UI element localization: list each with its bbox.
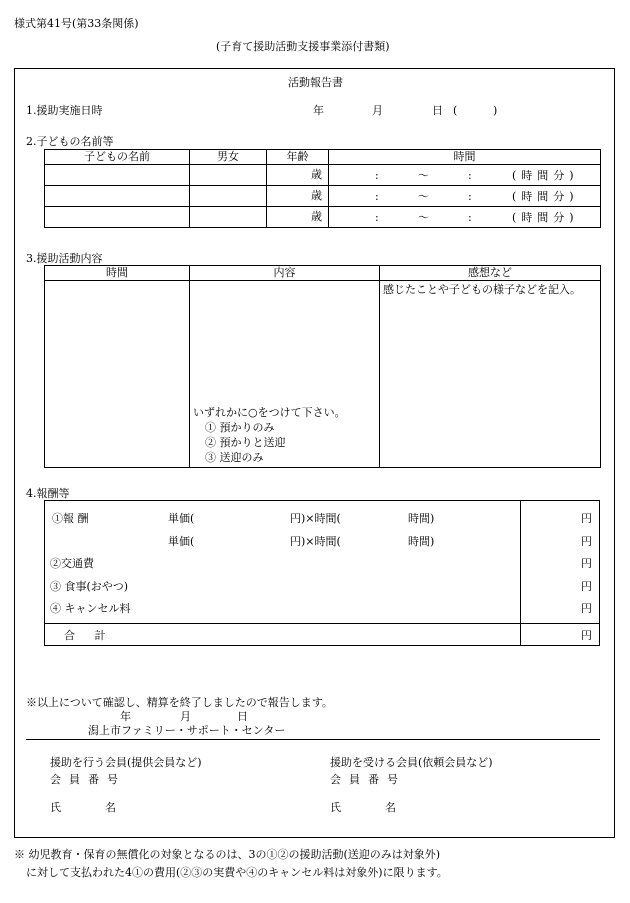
transport-label: ②交通費 xyxy=(50,557,94,570)
center-name: 潟上市ファミリー・サポート・センター xyxy=(88,724,286,737)
page-title: 活動報告書 xyxy=(288,76,343,89)
colon-end: : xyxy=(468,169,472,182)
confirm-day: 日 xyxy=(237,710,248,723)
impressions-cell[interactable] xyxy=(380,281,601,468)
provider-label: 援助を行う会員(提供会員など) xyxy=(50,756,202,769)
footnote-line2: に対して支払われた4①の費用(②③の実費や④のキャンセル料は対象外)に限ります。 xyxy=(26,866,448,879)
choice-prompt: いずれかに○をつけて下さい。 xyxy=(193,406,346,419)
duration-text: (時間分) xyxy=(512,211,579,224)
time-cell[interactable] xyxy=(329,186,601,207)
activity-table xyxy=(44,265,601,468)
confirmation-statement: ※以上について確認し、精算を終了しましたので報告します。 xyxy=(26,696,333,709)
header-child-name: 子どもの名前 xyxy=(45,150,190,165)
section3-label: 3.援助活動内容 xyxy=(26,252,103,265)
receiver-label: 援助を受ける会員(依頼会員など) xyxy=(330,756,493,769)
duration-text: (時間分) xyxy=(512,190,579,203)
gender-cell[interactable] xyxy=(190,186,267,207)
gender-cell[interactable] xyxy=(190,165,267,186)
section2-label: 2.子どもの名前等 xyxy=(26,135,114,148)
unit-price-2: 単価( xyxy=(168,535,195,548)
month-label: 月 xyxy=(372,104,383,117)
fee-total-divider xyxy=(44,623,600,624)
hours-close-1: 時間) xyxy=(408,512,435,525)
children-table xyxy=(44,149,601,228)
weekday-paren-open: ( xyxy=(453,104,458,117)
table-row xyxy=(45,165,601,186)
tilde: 〜 xyxy=(418,190,429,203)
total-label: 合 計 xyxy=(64,629,114,642)
choice-option-3[interactable]: ③ 送迎のみ xyxy=(205,451,264,464)
header-activity-content: 内容 xyxy=(190,266,380,281)
time-cell[interactable] xyxy=(329,165,601,186)
receiver-member-no: 会員番号 xyxy=(330,773,406,786)
header-age: 年齢 xyxy=(267,150,329,165)
colon-start: : xyxy=(375,190,379,203)
table-row xyxy=(45,207,601,228)
duration-text: (時間分) xyxy=(512,169,579,182)
colon-start: : xyxy=(375,169,379,182)
age-cell[interactable] xyxy=(267,186,329,207)
yen-meal: 円 xyxy=(581,580,592,593)
activity-content-cell[interactable] xyxy=(190,281,380,468)
confirm-year: 年 xyxy=(120,710,131,723)
form-subtitle: (子育て援助活動支援事業添付書類) xyxy=(216,40,390,53)
hours-close-2: 時間) xyxy=(408,535,435,548)
age-cell[interactable] xyxy=(267,207,329,228)
colon-end: : xyxy=(468,211,472,224)
unit-price-1: 単価( xyxy=(168,512,195,525)
gender-cell[interactable] xyxy=(190,207,267,228)
yen-cancel: 円 xyxy=(581,602,592,615)
yen-times-hours-2: 円)×時間( xyxy=(290,535,341,548)
colon-end: : xyxy=(468,190,472,203)
confirm-month: 月 xyxy=(180,710,191,723)
form-id: 様式第41号(第33条関係) xyxy=(14,17,139,30)
age-unit: 歳 xyxy=(311,168,322,182)
weekday-paren-close: ) xyxy=(493,104,498,117)
tilde: 〜 xyxy=(418,169,429,182)
year-label: 年 xyxy=(313,104,324,117)
yen-reward-2: 円 xyxy=(581,535,592,548)
reward-label: ①報 酬 xyxy=(52,512,89,525)
child-name-cell[interactable] xyxy=(45,207,190,228)
section1-label: 1.援助実施日時 xyxy=(26,104,103,117)
section4-label: 4.報酬等 xyxy=(26,487,70,500)
provider-name: 氏名 xyxy=(50,801,160,814)
cancel-label: ④ キャンセル料 xyxy=(50,602,131,615)
impressions-hint: 感じたことや子どもの様子などを記入。 xyxy=(383,283,581,296)
child-name-cell[interactable] xyxy=(45,165,190,186)
colon-start: : xyxy=(375,211,379,224)
meal-label: ③ 食事(おやつ) xyxy=(50,580,129,593)
header-impressions: 感想など xyxy=(380,266,601,281)
choice-option-2[interactable]: ② 預かりと送迎 xyxy=(205,436,286,449)
age-cell[interactable] xyxy=(267,165,329,186)
table-row xyxy=(45,186,601,207)
age-unit: 歳 xyxy=(311,189,322,203)
yen-reward-1: 円 xyxy=(581,512,592,525)
header-time: 時間 xyxy=(329,150,601,165)
duration xyxy=(512,169,579,182)
header-gender: 男女 xyxy=(190,150,267,165)
day-label: 日 xyxy=(432,104,443,117)
yen-total: 円 xyxy=(581,629,592,642)
activity-time-cell[interactable] xyxy=(45,281,190,468)
confirmation-divider xyxy=(26,739,600,740)
age-unit: 歳 xyxy=(311,210,322,224)
provider-member-no: 会員番号 xyxy=(50,773,126,786)
header-activity-time: 時間 xyxy=(45,266,190,281)
receiver-name: 氏名 xyxy=(330,801,440,814)
fee-amount-divider xyxy=(520,500,521,646)
child-name-cell[interactable] xyxy=(45,186,190,207)
footnote-line1: ※ 幼児教育・保育の無償化の対象となるのは、3の①②の援助活動(送迎のみは対象外) xyxy=(14,848,441,861)
time-cell[interactable] xyxy=(329,207,601,228)
choice-option-1[interactable]: ① 預かりのみ xyxy=(205,421,275,434)
yen-times-hours-1: 円)×時間( xyxy=(290,512,341,525)
yen-transport: 円 xyxy=(581,557,592,570)
tilde: 〜 xyxy=(418,211,429,224)
